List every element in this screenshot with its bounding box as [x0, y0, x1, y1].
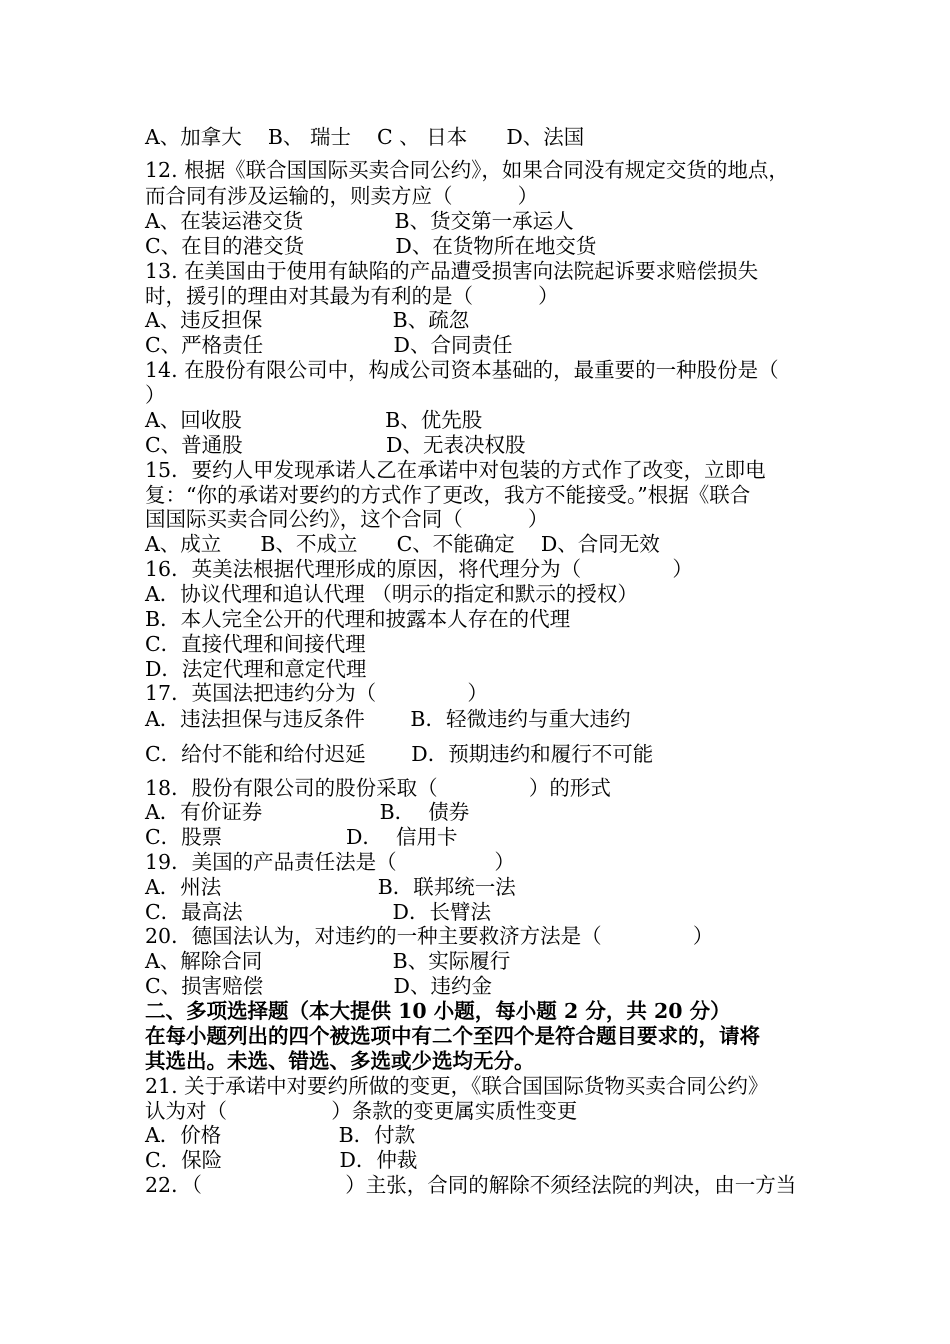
q20-options-ab: A、解除合同 B、实际履行 — [145, 949, 511, 973]
q12-options-cd: C、在目的港交货 D、在货物所在地交货 — [145, 234, 597, 258]
q14-stem-cont: ） — [145, 383, 166, 407]
q21-stem-cont: 认为对（ ）条款的变更属实质性变更 — [145, 1099, 578, 1123]
q13-stem: 13. 在美国由于使用有缺陷的产品遭受损害向法院起诉要求赔偿损失 — [145, 259, 759, 283]
q13-options-cd: C、严格责任 D、合同责任 — [145, 333, 513, 357]
q16-stem: 16．英美法根据代理形成的原因，将代理分为（ ） — [145, 557, 693, 581]
q13-stem-cont: 时，援引的理由对其最为有利的是（ ） — [145, 284, 559, 308]
section-instructions-cont: 其选出。未选、错选、多选或少选均无分。 — [145, 1049, 535, 1073]
q15-stem: 15．要约人甲发现承诺人乙在承诺中对包装的方式作了改变，立即电 — [145, 458, 766, 482]
q14-options-cd: C、普通股 D、无表决权股 — [145, 433, 526, 457]
q11-options: A、加拿大 B、 瑞士 C 、 日本 D、法国 — [145, 125, 585, 149]
q18-options-cd: C．股票 D． 信用卡 — [145, 825, 458, 849]
q21-options-cd: C．保险 D．仲裁 — [145, 1148, 418, 1172]
section-instructions: 在每小题列出的四个被选项中有二个至四个是符合题目要求的，请将 — [145, 1024, 760, 1048]
q16-option-a: A．协议代理和追认代理 （明示的指定和默示的授权） — [145, 582, 638, 606]
q18-stem: 18．股份有限公司的股份采取（ ）的形式 — [145, 776, 611, 800]
q21-stem: 21. 关于承诺中对要约所做的变更，《联合国国际货物买卖合同公约》 — [145, 1074, 769, 1098]
section-heading: 二、多项选择题（本大提供 10 小题，每小题 2 分，共 20 分） — [145, 999, 731, 1023]
q16-option-d: D．法定代理和意定代理 — [145, 657, 367, 681]
q20-stem: 20．德国法认为，对违约的一种主要救济方法是（ ） — [145, 924, 714, 948]
q17-options-cd: C．给付不能和给付迟延 D．预期违约和履行不可能 — [145, 742, 654, 766]
q16-option-c: C．直接代理和间接代理 — [145, 632, 366, 656]
q16-option-b: B．本人完全公开的代理和披露本人存在的代理 — [145, 607, 571, 631]
q20-options-cd: C、损害赔偿 D、违约金 — [145, 974, 492, 998]
q19-options-ab: A．州法 B．联邦统一法 — [145, 875, 516, 899]
q19-options-cd: C．最高法 D．长臂法 — [145, 900, 491, 924]
q15-options: A、成立 B、不成立 C、不能确定 D、合同无效 — [145, 532, 660, 556]
q18-options-ab: A．有价证券 B． 债券 — [145, 800, 470, 824]
q14-options-ab: A、回收股 B、优先股 — [145, 408, 483, 432]
q15-stem-cont2: 国国际买卖合同公约》，这个合同（ ） — [145, 507, 549, 531]
q12-stem: 12. 根据《联合国国际买卖合同公约》，如果合同没有规定交货的地点， — [145, 158, 789, 182]
q17-stem: 17．英国法把违约分为（ ） — [145, 681, 488, 705]
q19-stem: 19．美国的产品责任法是（ ） — [145, 850, 515, 874]
q17-options-ab: A．违法担保与违反条件 B．轻微违约与重大违约 — [145, 707, 631, 731]
q12-stem-cont: 而合同有涉及运输的，则卖方应（ ） — [145, 184, 539, 208]
q22-stem: 22．（ ）主张，合同的解除不须经法院的判决，由一方当 — [145, 1173, 797, 1197]
q15-stem-cont: 复：“你的承诺对要约的方式作了更改，我方不能接受。”根据《联合 — [145, 483, 751, 507]
q13-options-ab: A、违反担保 B、疏忽 — [145, 308, 470, 332]
q21-options-ab: A．价格 B．付款 — [145, 1123, 416, 1147]
q14-stem: 14. 在股份有限公司中，构成公司资本基础的，最重要的一种股份是（ — [145, 358, 779, 382]
q12-options-ab: A、在装运港交货 B、货交第一承运人 — [145, 209, 574, 233]
